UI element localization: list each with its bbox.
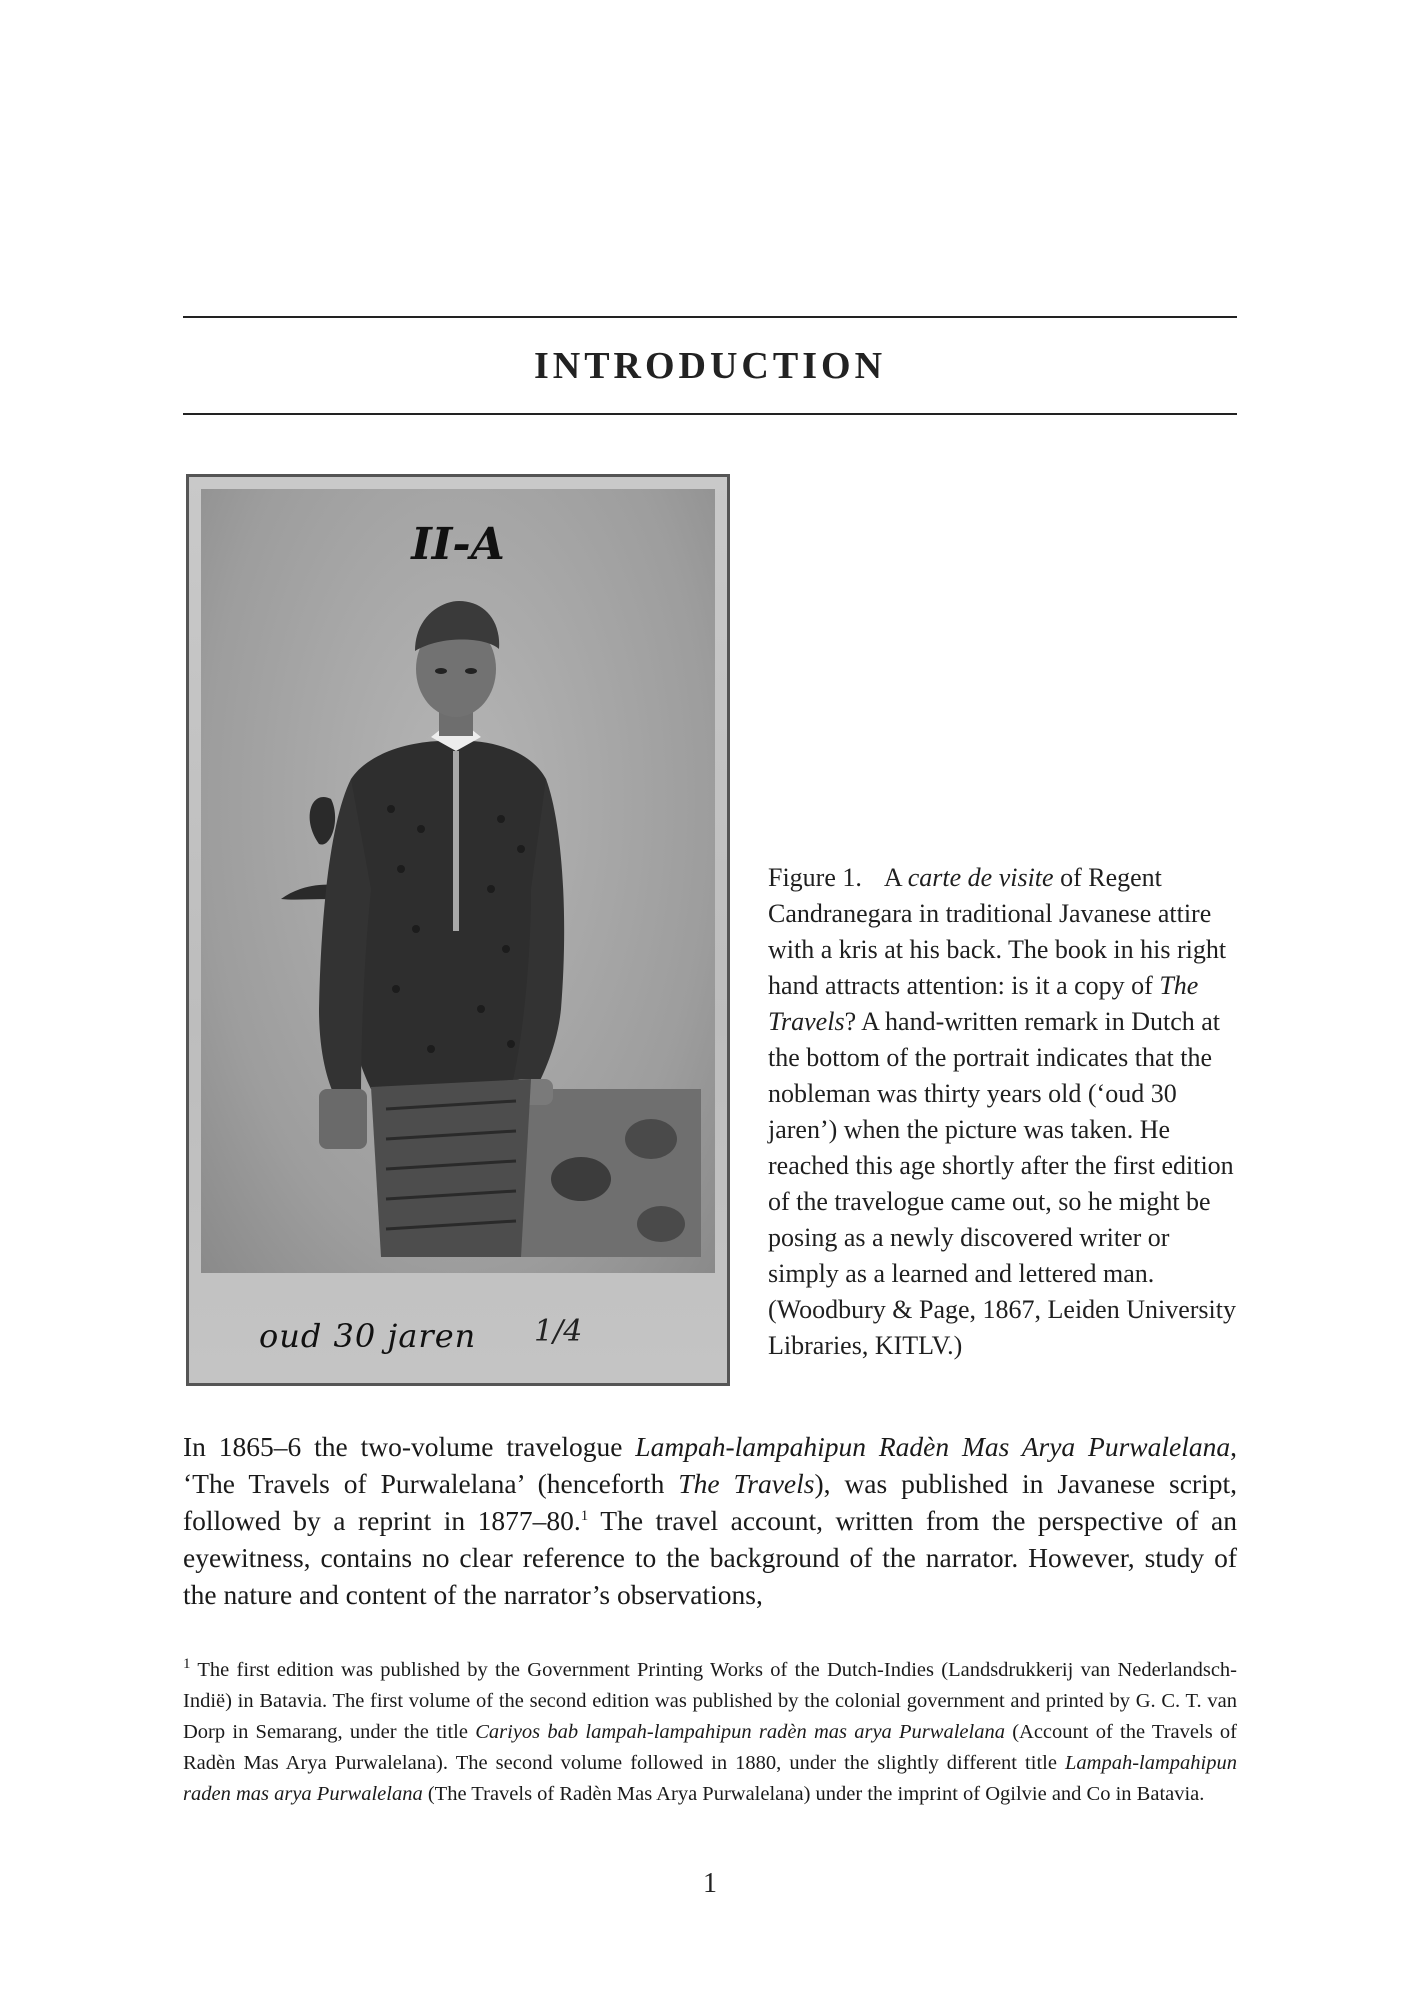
body-text-3: ), was published in Javanese script, followed by a reprint in 1877–80. [183, 1468, 1237, 1536]
right-eye-shape [465, 668, 477, 674]
footnote-italic-2: Lampah-lampahipun raden mas arya Purwalelana [183, 1752, 1237, 1805]
caption-italic-2: The Travels [768, 971, 1199, 1036]
photo-image-area [201, 489, 715, 1273]
pedestal-flower-2 [625, 1119, 677, 1159]
caption-text-1: A [883, 863, 908, 892]
portrait-photograph [186, 474, 730, 1386]
jacket-front-stripe [453, 751, 459, 931]
handwritten-mark: 1/4 [534, 1314, 583, 1349]
body-paragraph [183, 1428, 1237, 1613]
caption-text-3: ? A hand-written remark in Dutch at the bottom of the portrait indicates that the nobleman was thirty years old (‘oud 30 jaren’) when the picture was taken. He reached this age shortly after the first edition of the travelogue came out, so he might be posing as a newly discovered writer or simply as a learned and lettered man. (Woodbury & Page, 1867, Leiden University Libraries, KITLV.) [768, 1007, 1236, 1360]
bottom-rule [183, 413, 1237, 415]
figure-caption [768, 860, 1238, 1364]
page-number: 1 [703, 1868, 717, 1899]
footnote-text-1: The first edition was published by the Government Printing Works of the Dutch-Indies (Landsdrukkerij van Nederlandsch-Indië) in Batavia. The first volume of the second edition was published by the colonial government and printed by G. C. T. van Dorp in Semarang, under the title [183, 1659, 1237, 1743]
body-text-1: In 1865–6 the two-volume travelogue [183, 1431, 636, 1462]
figure-number: Figure 1. [768, 863, 862, 892]
footnote-text-3: (The Travels of Radèn Mas Arya Purwalelana) under the imprint of Ogilvie and Co in Batavia. [422, 1783, 1205, 1805]
footnote-number: 1 [183, 1656, 191, 1673]
kris-hilt-shape [310, 797, 335, 845]
caption-text-2: of Regent Candranegara in traditional Javanese attire with a kris at his back. The book in his right hand attracts attention: is it a copy of [768, 863, 1227, 1000]
card-label-handwritten: II-A [411, 519, 505, 570]
body-italic-title: Lampah-lampahipun Radèn Mas Arya Purwalelana [635, 1431, 1231, 1462]
footnote-reference[interactable]: 1 [580, 1507, 589, 1524]
footnote [183, 1655, 1237, 1810]
book-in-hand-shape [319, 1089, 367, 1149]
footnote-italic-1: Cariyos bab lampah-lampahipun radèn mas arya Purwalelana [475, 1721, 1005, 1743]
caption-italic-1: carte de visite [907, 863, 1054, 892]
footnote-text-2: (Account of the Travels of Radèn Mas Arya Purwalelana). The second volume followed in 1880, under the slightly different title [183, 1721, 1237, 1774]
body-italic-short-title: The Travels [678, 1468, 815, 1499]
left-eye-shape [435, 668, 447, 674]
pedestal-flower-1 [551, 1157, 611, 1201]
body-text-4: The travel account, written from the perspective of an eyewitness, contains no clear reference to the background of the narrator. However, study of the nature and content of the narrator’s observations, [183, 1505, 1237, 1610]
handwritten-age-remark: oud 30 jaren [259, 1317, 477, 1355]
top-rule [183, 316, 1237, 318]
portrait-figure-illustration [201, 489, 715, 1257]
chapter-title: INTRODUCTION [533, 345, 887, 387]
body-text-2: , ‘The Travels of Purwalelana’ (henceforth [183, 1431, 1237, 1499]
pedestal-flower-3 [637, 1206, 685, 1242]
